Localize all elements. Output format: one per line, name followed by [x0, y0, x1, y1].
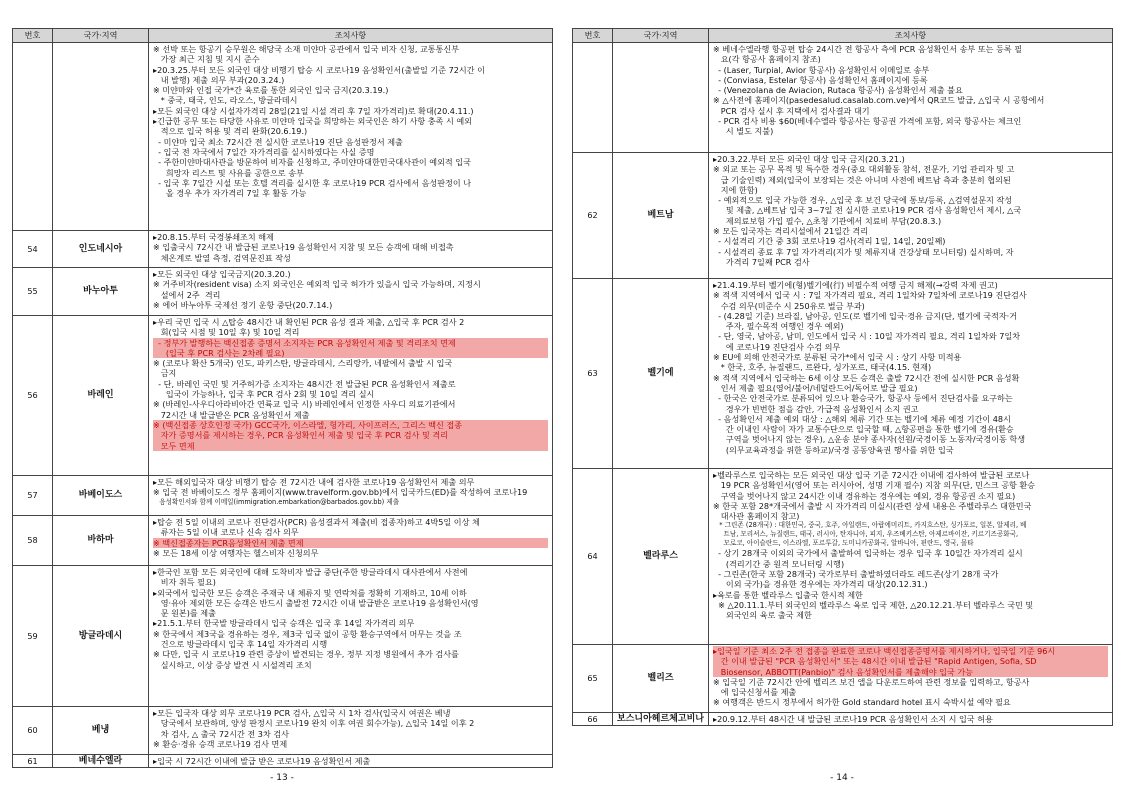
page-number-left: - 13 -	[270, 773, 294, 783]
measure-line: - 단, 영국, 남아공, 남미, 인도에서 입국 시 : 10일 자가격리 필요, 격리 1일차와 7일차	[713, 331, 1021, 342]
measure-line: ▸20.9.12.부터 48시간 내 발급된 코로나19 PCR 음성확인서 소지 시 입국 허용	[713, 714, 993, 724]
measure-line: ※ 입출국시 72시간 내 발급된 코로나19 음성확인서 지참 및 모든 승객에 대해 비접촉	[153, 242, 454, 253]
measure-line: ※ 거주비자(resident visa) 소지 외국인은 예외적 입국 허가가 있을시 입국 가능하며, 지정시	[153, 279, 481, 290]
row-number: 55	[13, 268, 53, 316]
row-number: 64	[573, 469, 613, 645]
measure-line: 인서 제출 필요(영어/불어/네덜란드어/독어로 발급 필요)	[713, 382, 918, 393]
measure-line: - 주한미얀마대사관을 방문하여 비자를 신청하고, 주미얀마대한민국대사관이 예외적 입국	[153, 157, 471, 168]
row-country: 바베이도스	[53, 476, 149, 516]
measure-line: ※ 에어 바누아투 국제선 정기 운항 중단(20.7.14.)	[153, 299, 333, 310]
measure-line: ▸모든 입국자 대상 의무 코로나19 PCR 검사, △입국 시 1차 검사(입국시 여권은 베냉	[153, 708, 451, 718]
measure-line: 가격리 7일째 PCR 검사	[713, 256, 810, 267]
row-number: 54	[13, 231, 53, 268]
measure-line: ▸모든 외국인 대상 시설자가격리 28일(21일 시설 격리 후 7일 자가격리)로 확대(20.4.11.)	[153, 105, 474, 116]
table-row	[13, 707, 553, 755]
header-country: 국가·지역	[613, 29, 709, 43]
row-number: 60	[13, 707, 53, 755]
table-row	[13, 43, 553, 231]
table-row	[13, 231, 553, 268]
table-row	[573, 469, 1113, 645]
measure-line: 급 기술인력) 제외(입국이 보장되는 것은 아니며 사전에 베트남 측과 충분히 협의된	[713, 174, 1011, 185]
row-number: 59	[13, 566, 53, 707]
measure-line: 구역을 벗어나지 않는 경우), △운송 분야 종사자(선원/국경이동 노동자/국경이동 학생	[713, 434, 1026, 445]
measure-line: 구역을 벗어나지 않고 24시간 이내 경유하는 경우에는 예외, 경유 항공권 소지 필요)	[713, 490, 1016, 501]
row-number: 66	[573, 713, 613, 726]
header-num: 번호	[13, 29, 53, 43]
measure-line: - 입국 후 7일간 시설 또는 호텔 격리를 실시한 후 코로나19 PCR 검사에서 음성판정이 나	[153, 177, 472, 188]
measure-line: ▸외국에서 입국한 모든 승객은 주재국 내 체류지 및 연락처를 정확히 기재하고, 10세 이하	[153, 587, 467, 598]
measures-table-left	[12, 28, 553, 768]
measure-line: (의무교육과정을 위한 등하교)/국경 공동양육권 행사를 위한 입국	[713, 444, 954, 455]
row-measures	[149, 43, 553, 231]
measure-line: ※ EU에 의해 안전국가로 분류된 국가*에서 입국 시 : 상기 사항 미적용	[713, 352, 962, 363]
row-measures	[709, 645, 1113, 713]
measure-line: 차 검사, △ 출국 72시간 전 3차 검사	[153, 728, 289, 739]
measure-line: ※ △사전에 홈페이지(pasedesalud.casalab.com.ve)에서 QR코드 발급, △입국 시 공항에서	[713, 95, 1045, 106]
measure-line: 체온계로 발열 측정, 검역문진표 작성	[153, 252, 291, 263]
highlighted-measure-line: 모두 면제	[153, 441, 548, 451]
measure-line: ※ 입국일 기준 72시간 안에 벨리즈 보건 앱을 다운로드하여 관련 정보를 입력하고, 항공사	[713, 676, 1030, 687]
measure-line: 19 PCR 음성확인서(영어 또는 러시아어, 성명 기재 필수) 지참 의무(단, 민스크 공항 환승	[713, 480, 1036, 491]
row-measures	[709, 43, 1113, 153]
table-row	[573, 153, 1113, 279]
table-row	[13, 476, 553, 516]
measure-line: ※ 선박 또는 항공기 승무원은 해당국 소재 미얀마 공관에서 입국 비자 신청, 교통통신부	[153, 44, 460, 54]
measure-line: 가장 최근 지침 및 지시 준수	[153, 54, 260, 65]
measure-line: ▸탑승 전 5일 이내의 코로나 진단검사(PCR) 음성결과서 제출(비 접종자)하고 4박5일 이상 체	[153, 517, 480, 527]
row-number: 63	[573, 279, 613, 469]
row-country: 베네수엘라	[53, 755, 149, 768]
row-number	[13, 43, 53, 231]
measure-line: PCR 검사 실시 후 지택에서 검사결과 대기	[713, 105, 870, 116]
measure-line: 모로코, 아이슬란드, 이스라엘, 포르투갈, 도미니카공화국, 알바니아, 핀란드, 영국, 몰타	[713, 539, 974, 548]
row-measures	[149, 516, 553, 566]
measure-line: 요(각 항공사 홈페이지 참조)	[713, 54, 821, 65]
measure-line: ※ 모든 입국자는 격리시설에서 21일간 격리	[713, 226, 869, 237]
measure-line: 적으로 입국 허용 및 격리 완화(20.6.19.)	[153, 126, 308, 137]
table-row	[573, 645, 1113, 713]
measure-line: (격리기간 중 원격 모니터링 시행)	[713, 558, 845, 569]
row-country: 바레인	[53, 316, 149, 476]
row-number: 58	[13, 516, 53, 566]
measure-line: 트남, 모리셔스, 뉴질랜드, 태국, 러시아, 탄자니아, 피지, 우즈베키스탄, 아제르바이잔, 키르기즈공화국,	[713, 530, 1019, 539]
measures-table-right	[572, 28, 1113, 726]
measure-line: - 단, 바레인 국민 및 거주허가증 소지자는 48시간 전 발급된 PCR 음성확인서 제출로	[153, 378, 456, 389]
row-country: 보스니아헤르체고비나	[613, 713, 709, 726]
measure-line: - 시설격리 기간 중 3회 코로나19 검사(격리 1일, 14일, 20일째)	[713, 236, 946, 247]
table-row	[13, 755, 553, 768]
measure-line: ※ 적색 지역에서 입국하는 6세 이상 모든 승객은 출발 72시간 전에 실시한 PCR 음성확	[713, 372, 1020, 383]
row-measures	[149, 755, 553, 768]
row-measures	[709, 469, 1113, 645]
row-country: 바하마	[53, 516, 149, 566]
table-row	[13, 268, 553, 316]
measure-line: 72시간 내 발급받은 PCR 음성확인서 제출	[153, 409, 310, 420]
row-measures	[709, 279, 1113, 469]
table-header-row	[573, 29, 1113, 43]
measure-line: 제의료보험 가입 필수, △초청 기관에서 치료비 부담(20.8.3.)	[713, 215, 942, 226]
measure-line: ▸육로를 통한 벨라루스 입출국 한시적 제한	[713, 589, 863, 600]
row-country: 벨기에	[613, 279, 709, 469]
highlighted-measure-line: - 정부가 발행하는 백신접종 증명서 소지자는 PCR 음성확인서 제출 및 격리조치 면제	[153, 338, 548, 348]
row-measures	[709, 713, 1113, 726]
highlighted-measure-line: ※ (백신접종 상호인정 국가) GCC국가, 이스라엘, 헝가리, 사이프러스, 그리스 백신 접종	[153, 420, 548, 430]
measure-line: 음성확인서와 함께 이메일(immigration.embarkation@barbados.gov.bb) 제출	[153, 497, 400, 506]
measure-line: ※ 다만, 입국 시 코로나19 관련 증상이 발견되는 경우, 정부 지정 병원에서 추가 검사를	[153, 649, 459, 660]
measure-line: ※ △20.11.1.부터 외국인의 벨라루스 육로 입국 제한, △20.12.21.부터 벨라루스 국민 및	[713, 599, 1034, 610]
measure-line: 입국이 가능하나, 입국 후 PCR 검사 2회 및 10일 격리 실시	[153, 389, 375, 400]
row-country: 인도네시아	[53, 231, 149, 268]
row-measures	[149, 476, 553, 516]
measure-line: ※ (바레인-사우디아라비아간 연륙교 입국 시) 바레인에서 인정한 사우디 의료기관에서	[153, 399, 456, 410]
measure-line: ※ 외교 또는 공무 목적 및 특수한 경우(중요 대외활동 참석, 전문가, 기업 관리자 및 고	[713, 164, 1015, 175]
measure-line: ※ 환승·경유 승객 코로나19 검사 면제	[153, 738, 288, 749]
measure-line: ▸20.8.15.부터 국경봉쇄조치 해제	[153, 232, 274, 242]
measure-line: 대사관 홈페이지 참고)	[713, 511, 800, 522]
measure-line: ▸벨라루스로 입국하는 모든 외국인 대상 입국 기준 72시간 이내에 검사하여 발급된 코로나	[713, 470, 1030, 480]
measure-line: ※ 모든 18세 이상 여행자는 헬스비자 신청의무	[153, 547, 319, 558]
measure-line: ▸입국 시 72시간 이내에 발급 받은 코로나19 음성확인서 제출	[153, 756, 371, 766]
measure-line: * 한국, 호주, 뉴질랜드, 르완다, 싱가포르, 태국(4.15. 현재)	[713, 362, 932, 373]
row-country	[613, 43, 709, 153]
measure-line: ※ 미얀마와 인접 국가*간 육로를 통한 외국인 입국 금지(20.3.19.)	[153, 85, 389, 96]
row-country: 벨리즈	[613, 645, 709, 713]
measure-line: 문 원본)를 제출	[153, 608, 216, 619]
measure-line: ※ 적색 지역에서 입국 시 : 7일 자가격리 필요, 격리 1일차와 7일차에 코로나19 진단검사	[713, 290, 1027, 301]
table-body-left	[13, 43, 553, 768]
measure-line: ▸긴급한 공무 또는 타당한 사유로 미얀마 입국을 희망하는 외국인은 하기 사항 충족 시 예외	[153, 116, 472, 127]
measure-line: 류자는 5일 이내 코로나 신속 검사 의무	[153, 527, 299, 538]
measure-line: 경우가 빈번한 점을 감안, 가급적 음성확인서 소지 권고	[713, 403, 919, 414]
measure-line: - (4.28일 기준) 브라질, 남아공, 인도(로 벨기에 입국·경유 금지(단, 벨기에 국적자·거	[713, 310, 1018, 321]
measure-line: 건으로 방글라데시 입국 후 14일 자가격리 시행	[153, 639, 328, 650]
measure-line: ▸20.3.22.부터 모든 외국인 대상 입국 금지(20.3.21.)	[713, 154, 905, 164]
highlighted-measure-line: Biosensor, ABBOTT(Panbio)" 검사 음성확인서를 제출해야 입국 가능	[713, 667, 1108, 677]
header-measure: 조치사항	[709, 29, 1113, 43]
row-measures	[149, 231, 553, 268]
measure-line: 수검 의무(미준수 시 250유로 벌금 부과)	[713, 300, 865, 311]
row-country: 바누아투	[53, 268, 149, 316]
row-number	[573, 43, 613, 153]
row-country: 방글라데시	[53, 566, 149, 707]
measure-line: ▸20.3.25.부터 모든 외국인 대상 비행기 탑승 시 코로나19 음성확인서(출발일 기준 72시간 이	[153, 64, 485, 75]
measure-line: - 한국은 안전국가로 분류되어 있으나 환승국가, 항공사 등에서 진단검사를 요구하는	[713, 393, 1013, 404]
measure-line: 간 이내인 사람이 자가 교통수단으로 입국할 때, △항공편을 통한 벨기에 경유(환승	[713, 424, 1014, 435]
row-number: 57	[13, 476, 53, 516]
measure-line: * 중국, 태국, 인도, 라오스, 방글라데시	[153, 95, 298, 106]
measure-line: - (Laser, Turpial, Avior 항공사) 음성확인서 이메일로 송부	[713, 64, 930, 75]
measure-line: ▸한국인 포함 모든 외국인에 대해 도착비자 발급 중단(주한 방글라데시 대사관에서 사전에	[153, 567, 468, 577]
measure-line: ▸우리 국민 입국 시 △탑승 48시간 내 확인된 PCR 음성 결과 제출, △입국 후 PCR 검사 2	[153, 317, 465, 327]
measure-line: 희망자 리스트 및 사유를 공한으로 송부	[153, 167, 304, 178]
table-row	[573, 713, 1113, 726]
measure-line: 에 입국신청서를 제출	[713, 687, 797, 698]
measure-line: ※ 입국 전 바베이도스 정부 홈페이지(www.travelform.gov.bb)에서 입국카드(ED)를 작성하여 코로나19	[153, 487, 528, 498]
measure-line: ▸모든 해외입국자 대상 비행기 탑승 전 72시간 내에 검사한 코로나19 음성확인서 제출 의무	[153, 477, 475, 487]
measure-line: 비자 취득 필요)	[153, 577, 216, 588]
measure-line: 내 발행) 제출 의무 부과(20.3.24.)	[153, 74, 285, 85]
measure-line: 금지	[153, 368, 177, 379]
table-row	[13, 316, 553, 476]
measure-line: ※ 한국 포함 28*개국에서 출발 시 자가격리 미실시(관련 상세 내용은 주벨라루스 대한민국	[713, 500, 1032, 511]
measure-line: 영·유아 제외한 모든 승객은 반드시 출발전 72시간 이내 발급받은 코로나19 음성확인서(영	[153, 597, 479, 608]
highlighted-measure-line: 간 이내 발급된 "PCR 음성확인서" 또는 48시간 이내 발급된 "Rapid Antigen, Sofia, SD	[713, 656, 1108, 666]
highlighted-measure-line: 자가 증명서를 제시하는 경우, PCR 음성확인서 제출 및 입국 후 PCR 검사 및 격리	[153, 430, 548, 440]
measure-line: 이외 국가)을 경유한 경우에는 자가격리 대상(20.12.31.)	[713, 579, 928, 590]
row-number: 61	[13, 755, 53, 768]
table-row	[13, 566, 553, 707]
measure-line: - PCR 검사 비용 $60(베네수엘라 항공사는 항공권 가격에 포함, 외국 항공사는 체크인	[713, 116, 1022, 127]
measure-line: 회(입국 시점 및 10일 후) 및 10일 격리	[153, 327, 300, 338]
page-right	[572, 28, 1112, 726]
header-num: 번호	[573, 29, 613, 43]
row-measures	[149, 316, 553, 476]
measure-line: - 시설격리 종료 후 7일 자가격리(지가 및 체류지내 건강상태 모니터링) 실시하며, 자	[713, 246, 1014, 257]
row-measures	[709, 153, 1113, 279]
measure-line: 시 별도 지불)	[713, 126, 774, 137]
row-country: 벨라루스	[613, 469, 709, 645]
measure-line: 지에 한함)	[713, 184, 758, 195]
row-measures	[149, 566, 553, 707]
measure-line: 실시하고, 이상 증상 발견 시 시설격리 조치	[153, 659, 312, 670]
highlighted-measure-line: ※ 백신접종자는 PCR음성확인서 제출 면제	[153, 538, 548, 548]
measure-line: 및 제출, △베트남 입국 3~7일 전 실시한 코로나19 PCR 검사 음성확인서 제시, △국	[713, 205, 1022, 216]
table-header-row	[13, 29, 553, 43]
measure-line: 설에서 2주 격리	[153, 289, 221, 300]
row-measures	[149, 268, 553, 316]
measure-line: 외국인의 육로 출국 제한	[713, 610, 812, 621]
measure-line: ▸21.4.19.부터 벨기에(형)벨기에(行) 비필수적 여행 금지 해제(→강력 자제 권고)	[713, 280, 998, 290]
row-number: 56	[13, 316, 53, 476]
row-country: 베트남	[613, 153, 709, 279]
measure-line: - 미얀마 입국 최소 72시간 전 실시한 코로나19 진단 음성판정서 제출	[153, 136, 403, 147]
measure-line: * 그린존 (28개국) : 대한민국, 중국, 호주, 아일랜드, 아랍에미리트, 카지흐스탄, 싱가포르, 일본, 알제리, 베	[713, 521, 1027, 530]
measure-line: - 예외적으로 입국 가능한 경우, △입국 후 보건 당국에 통보/등록, △검역설문지 작성	[713, 195, 1013, 206]
row-number: 62	[573, 153, 613, 279]
measure-line: ▸모든 외국인 대상 입국금지(20.3.20.)	[153, 269, 291, 279]
header-country: 국가·지역	[53, 29, 149, 43]
measure-line: - (Conviasa, Estelar 항공사) 음성확인서 홈페이지에 등록	[713, 74, 928, 85]
table-row	[573, 43, 1113, 153]
measure-line: ※ (코로나 확산 5개국) 인도, 파키스탄, 방글라데시, 스리랑카, 네팔에서 출발 시 입국	[153, 358, 453, 369]
measure-line: ※ 베네수엘라행 항공편 탑승 24시간 전 항공사 측에 PCR 음성확인서 송부 또는 등록 필	[713, 44, 1023, 54]
table-row	[13, 516, 553, 566]
measure-line: 에 코로나19 진단검사 수검 의무	[713, 341, 841, 352]
page-left	[12, 28, 552, 768]
measure-line: 올 경우 추가 자가격리 7일 후 활동 가능	[153, 188, 307, 199]
row-measures	[149, 707, 553, 755]
measure-line: - 상기 28개국 이외의 국가에서 출발하여 입국하는 경우 입국 후 10일간 자가격리 실시	[713, 548, 1023, 559]
measure-line: - (Venezolana de Aviacion, Rutaca 항공사) 음성확인서 제출 불요	[713, 85, 963, 96]
row-country: 베냉	[53, 707, 149, 755]
measure-line: - 입국 전 자국에서 7일간 자가격리를 실시하였다는 사실 증명	[153, 146, 375, 157]
measure-line: - 그린존(한국 포함 28개국) 국가로부터 출발하였더라도 레드존(상기 28개 국가	[713, 569, 999, 580]
row-country	[53, 43, 149, 231]
table-body-right	[573, 43, 1113, 726]
table-row	[573, 279, 1113, 469]
measure-line: - 음성확인서 제출 예외 대상 : △해외 체류 기간 또는 벨기에 체류 예정 기간이 48시	[713, 413, 1011, 424]
row-number: 65	[573, 645, 613, 713]
measure-line: ※ 여행객은 반드시 정부에서 허가한 Gold standard hotel 표시 숙박시설 예약 필요	[713, 697, 1011, 708]
measure-line: ※ 한국에서 제3국을 경유하는 경우, 제3국 입국 없이 공항 환승구역에서 머무는 것을 조	[153, 628, 462, 639]
highlighted-measure-line: (입국 후 PCR 검사는 2차례 필요)	[153, 348, 548, 358]
measure-line: 주자, 필수목적 여행인 경우 예외)	[713, 321, 844, 332]
measure-line: 당국에서 보관하며, 양성 판정시 코로나19 완치 이후 여권 회수가능), △입국 14일 이후 2	[153, 718, 475, 729]
measure-line: ▸21.5.1.부터 한국발 방글라데시 입국 승객은 입국 후 14일 자가격리 의무	[153, 618, 415, 629]
highlighted-measure-line: ▸입국일 기준 최소 2주 전 접종을 완료한 코로나 백신접종증명서를 제시하거나, 입국일 기준 96시	[713, 646, 1108, 656]
header-measure: 조치사항	[149, 29, 553, 43]
page-number-right: - 14 -	[830, 773, 854, 783]
